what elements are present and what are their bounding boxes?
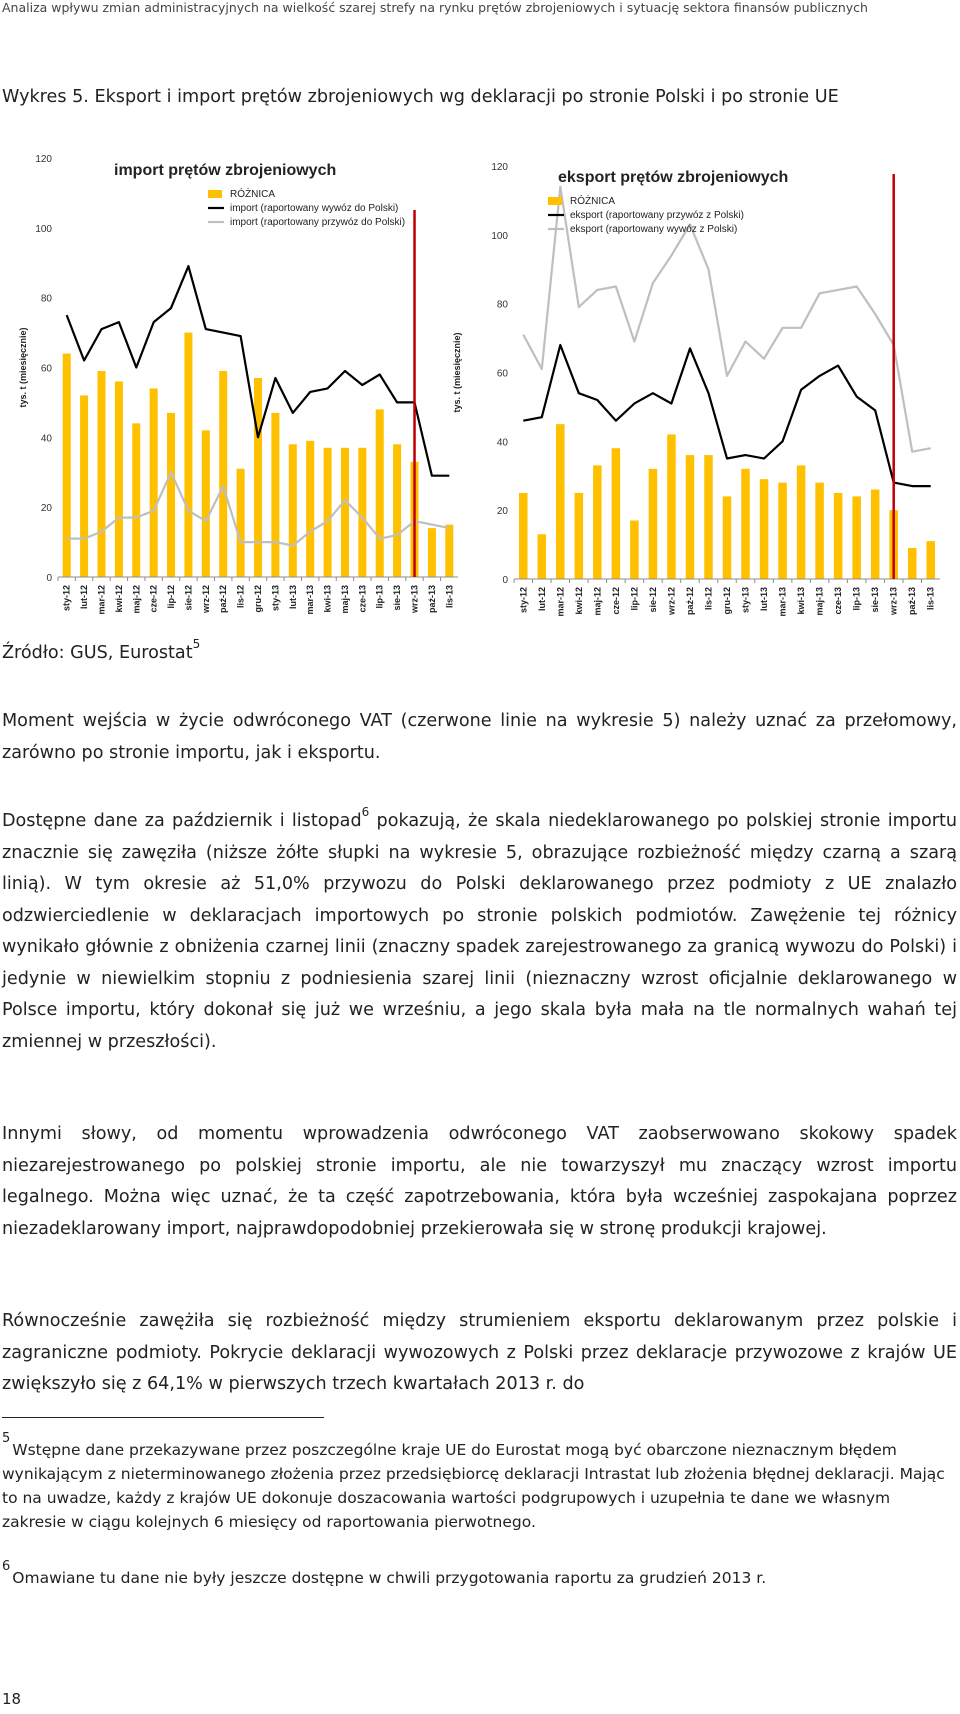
- x-tick-label: mar-13: [305, 585, 316, 615]
- x-tick-label: maj-13: [339, 585, 350, 614]
- x-tick-label: maj-13: [814, 587, 825, 616]
- bar: [324, 448, 332, 577]
- bar: [926, 541, 935, 579]
- x-tick-label: lip-13: [374, 585, 385, 609]
- x-tick-label: sty-12: [61, 585, 72, 612]
- bar: [150, 388, 158, 577]
- bar: [852, 496, 861, 579]
- y-tick-label: 0: [502, 575, 508, 586]
- footnote-5-number: 5: [2, 1431, 11, 1446]
- bar: [871, 490, 880, 579]
- export-chart-svg: [452, 150, 948, 630]
- x-tick-label: sty-13: [740, 587, 751, 614]
- x-tick-label: kwi-13: [322, 585, 333, 613]
- footnote-6-text: Omawiane tu dane nie były jeszcze dostępne w chwili przygotowania raportu za grudzień 2013 r.: [12, 1569, 767, 1587]
- bar: [630, 520, 639, 579]
- import-chart-svg: [10, 150, 468, 630]
- x-tick-label: wrz-12: [666, 587, 677, 616]
- page-number: 18: [2, 1690, 22, 1708]
- bar: [271, 413, 279, 577]
- x-tick-label: gru-12: [253, 585, 263, 613]
- y-tick-label: 100: [491, 230, 508, 242]
- legend-label: eksport (raportowany wywóz z Polski): [570, 224, 738, 235]
- bar: [445, 525, 453, 577]
- x-tick-label: paź-12: [218, 585, 229, 614]
- legend-label: RÓŻNICA: [230, 189, 275, 200]
- legend-label: import (raportowany przywóz do Polski): [230, 217, 406, 228]
- bar: [237, 469, 245, 577]
- x-tick-label: cze-12: [148, 585, 159, 613]
- paragraph-2: [2, 806, 957, 1058]
- footnote-5: [2, 1431, 957, 1534]
- footnote-divider: [2, 1417, 324, 1418]
- legend-label: RÓŻNICA: [570, 196, 615, 207]
- bar: [63, 354, 71, 577]
- x-tick-label: lis-12: [703, 587, 714, 611]
- y-axis-label: tys. t (miesięcznie): [18, 327, 28, 408]
- footnote-6: [2, 1559, 957, 1590]
- x-tick-label: cze-12: [610, 587, 621, 615]
- bar: [254, 378, 262, 577]
- bar: [667, 434, 676, 579]
- import-chart: [10, 150, 468, 630]
- x-tick-label: wrz-13: [409, 585, 420, 614]
- x-tick-label: maj-12: [592, 587, 603, 616]
- bar: [649, 469, 658, 579]
- y-tick-label: 0: [46, 573, 52, 584]
- footnote-6-number: 6: [2, 1559, 11, 1574]
- bar: [80, 395, 88, 577]
- bar: [908, 548, 917, 579]
- paragraph-3: Innymi słowy, od momentu wprowadzenia odwróconego VAT zaobserwowano skokowy spadek niezarejestrowanego po polskiej stronie importu, ale nie towarzyszył mu znaczący wzrost importu legalnego. Można więc uznać, że ta część zapotrzebowania, która była wcześniej zaspokajana poprzez niezadeklarowany import, najprawdopodobniej przekierowała się w stronę produkcji krajowej.: [2, 1124, 957, 1239]
- x-tick-label: lis-13: [925, 587, 936, 611]
- x-tick-label: gru-12: [722, 587, 732, 615]
- x-tick-label: mar-12: [555, 587, 566, 617]
- x-tick-label: sty-13: [270, 585, 281, 612]
- x-tick-label: lut-12: [79, 585, 90, 610]
- bar: [167, 413, 175, 577]
- x-tick-label: sie-12: [647, 587, 658, 613]
- bar: [115, 381, 123, 577]
- x-tick-label: cze-13: [357, 585, 368, 613]
- x-tick-label: maj-12: [131, 585, 142, 614]
- bar: [778, 483, 787, 579]
- bar: [612, 448, 621, 579]
- bar: [219, 371, 227, 577]
- y-tick-label: 120: [491, 162, 508, 173]
- export-chart: [452, 150, 948, 630]
- bar: [538, 534, 547, 579]
- series-line: [523, 345, 930, 486]
- bar: [815, 483, 824, 579]
- legend-label: eksport (raportowany przywóz z Polski): [570, 210, 744, 221]
- y-tick-label: 40: [40, 433, 52, 445]
- bar: [797, 465, 806, 579]
- x-tick-label: cze-13: [833, 587, 844, 615]
- bar: [306, 441, 314, 577]
- bar: [376, 409, 384, 577]
- bar: [760, 479, 769, 579]
- y-tick-label: 40: [496, 437, 508, 449]
- bar: [393, 444, 401, 577]
- bar: [575, 493, 584, 579]
- legend-label: import (raportowany wywóz do Polski): [230, 203, 399, 214]
- bar: [289, 444, 297, 577]
- x-tick-label: lip-12: [166, 585, 177, 609]
- bar: [132, 423, 140, 577]
- paragraph-1: Moment wejścia w życie odwróconego VAT (czerwone linie na wykresie 5) należy uznać za przełomowy, zarówno po stronie importu, jak i eksportu.: [2, 711, 957, 763]
- x-tick-label: lut-13: [287, 585, 298, 610]
- bar: [686, 455, 695, 579]
- legend-swatch: [548, 197, 562, 205]
- x-tick-label: lip-13: [851, 587, 862, 611]
- bar: [184, 333, 192, 577]
- x-tick-label: lut-13: [759, 587, 770, 612]
- source-footnote-ref: 5: [192, 637, 201, 651]
- bar: [704, 455, 713, 579]
- x-tick-label: sie-12: [183, 585, 194, 611]
- source-text: Źródło: GUS, Eurostat: [2, 643, 193, 663]
- x-tick-label: lip-12: [629, 587, 640, 611]
- paragraph-2-rest: pokazują, że skala niedeklarowanego po polskiej stronie importu znacznie się zawęziła (niższe żółte słupki na wykresie 5, obrazujące rozbieżność między czarną a szarą linią). W tym okresie aż 51,0% przywozu do Polski deklarowanego przez podmioty z UE znalazło odzwierciedlenie w deklaracjach importowych po stronie polskich podmiotów. Zawężenie tej różnicy wynikało głównie z obniżenia czarnej linii (znaczny spadek zarejestrowanego za granicą wywozu do Polski) i jedynie w niewielkim stopniu z podniesienia szarej linii (nieznaczny wzrost oficjalnie deklarowanego w Polsce importu, który dokonał się już we wrześniu, a jego skala była mała na tle normalnych wahań tej zmiennej w przeszłości).: [2, 811, 957, 1052]
- paragraph-4: Równocześnie zawężiła się rozbieżność między strumieniem eksportu deklarowanym przez polskie i zagraniczne podmioty. Pokrycie deklaracji wywozowych z Polski przez deklaracje przywozowe z krajów UE zwiększyło się z 64,1% w pierwszych trzech kwartałach 2013 r. do: [2, 1311, 957, 1394]
- x-tick-label: paź-13: [426, 585, 437, 614]
- bar: [834, 493, 843, 579]
- bar: [202, 430, 210, 577]
- x-tick-label: sty-12: [518, 587, 529, 614]
- legend-swatch: [208, 190, 222, 198]
- x-tick-label: sie-13: [392, 585, 403, 611]
- source-note: [2, 637, 201, 664]
- x-tick-label: kwi-13: [796, 587, 807, 615]
- y-tick-label: 80: [496, 299, 508, 311]
- bar: [428, 528, 436, 577]
- y-tick-label: 60: [496, 368, 508, 380]
- x-tick-label: mar-12: [96, 585, 107, 615]
- x-tick-label: kwi-12: [573, 587, 584, 615]
- chart-title: import prętów zbrojeniowych: [114, 162, 337, 179]
- bar: [97, 371, 105, 577]
- chart-title: eksport prętów zbrojeniowych: [558, 169, 789, 186]
- x-tick-label: paź-12: [684, 587, 695, 616]
- running-header: Analiza wpływu zmian administracyjnych na wielkość szarej strefy na rynku prętów zbrojeniowych i sytuację sektora finansów publicznych: [2, 0, 868, 15]
- x-tick-label: kwi-12: [113, 585, 124, 613]
- bar: [556, 424, 565, 579]
- bar: [358, 448, 366, 577]
- x-tick-label: lis-12: [235, 585, 246, 609]
- y-tick-label: 120: [35, 154, 52, 165]
- x-tick-label: wrz-12: [200, 585, 211, 614]
- bar: [341, 448, 349, 577]
- x-tick-label: lut-12: [536, 587, 547, 612]
- footnote-5-text: Wstępne dane przekazywane przez poszczególne kraje UE do Eurostat mogą być obarczone nieznacznym błędem wynikającym z nieterminowanego złożenia przez przedsiębiorcę deklaracji Intrastat lub złożenia błędnej deklaracji. Mając to na uwadze, każdy z krajów UE dokonuje doszacowania wartości podgrupowych i uzupełnia te dane we własnym zakresie w ciągu kolejnych 6 miesięcy od raportowania pierwotnego.: [2, 1441, 945, 1531]
- y-tick-label: 80: [40, 293, 52, 305]
- bar: [723, 496, 732, 579]
- bar: [741, 469, 750, 579]
- y-tick-label: 20: [496, 506, 508, 518]
- bar: [593, 465, 602, 579]
- bar: [519, 493, 528, 579]
- x-tick-label: paź-13: [907, 587, 918, 616]
- footnote-ref-6: 6: [361, 805, 370, 819]
- y-tick-label: 60: [40, 363, 52, 375]
- x-tick-label: wrz-13: [888, 587, 899, 616]
- y-tick-label: 20: [40, 503, 52, 515]
- paragraph-2-start: Dostępne dane za październik i listopad: [2, 811, 362, 831]
- x-tick-label: mar-13: [777, 587, 788, 617]
- y-axis-label: tys. t (miesięcznie): [452, 332, 462, 413]
- figure-caption: Wykres 5. Eksport i import prętów zbrojeniowych wg deklaracji po stronie Polski i po stronie UE: [2, 87, 839, 107]
- x-tick-label: lis-13: [444, 585, 455, 609]
- x-tick-label: sie-13: [870, 587, 881, 613]
- y-tick-label: 100: [35, 223, 52, 235]
